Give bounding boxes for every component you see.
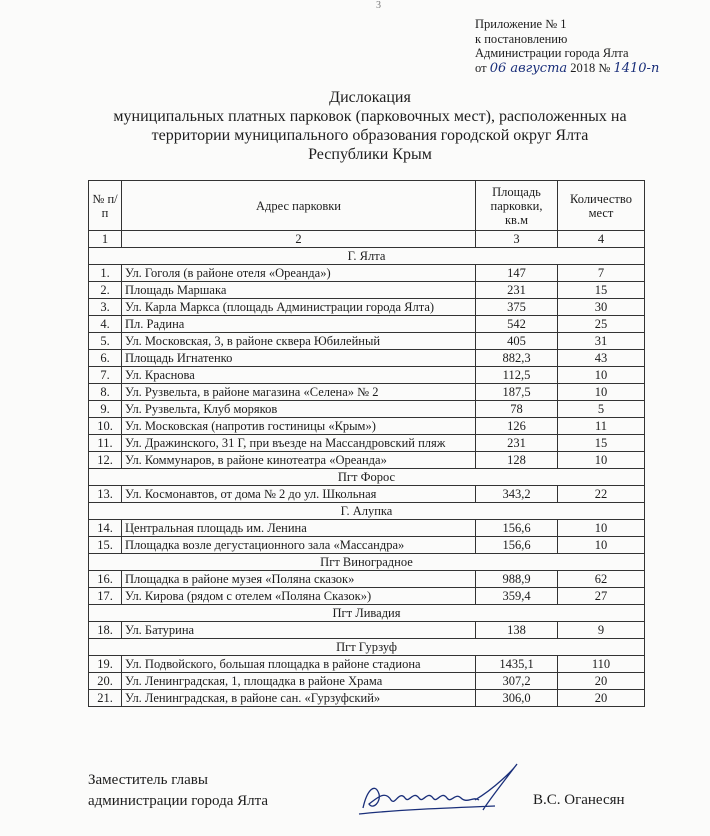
row-count: 20 — [558, 690, 645, 707]
row-count: 22 — [558, 486, 645, 503]
row-area: 1435,1 — [476, 656, 558, 673]
appendix-year-number: 2018 № — [570, 60, 611, 75]
column-number: 3 — [476, 231, 558, 248]
row-count: 11 — [558, 418, 645, 435]
table-row — [89, 520, 645, 537]
row-address: Ул. Рузвельта, Клуб моряков — [122, 401, 476, 418]
row-number: 12. — [89, 452, 122, 469]
appendix-line-2: к постановлению — [475, 31, 568, 46]
row-address: Ул. Гоголя (в районе отеля «Ореанда») — [122, 265, 476, 282]
row-number: 15. — [89, 537, 122, 554]
row-area: 112,5 — [476, 367, 558, 384]
appendix-line-1: Приложение № 1 — [475, 17, 567, 31]
row-area: 307,2 — [476, 673, 558, 690]
row-area: 542 — [476, 316, 558, 333]
row-area: 156,6 — [476, 537, 558, 554]
column-numbers-row — [89, 231, 645, 248]
row-area: 147 — [476, 265, 558, 282]
row-address: Ул. Карла Маркса (площадь Администрации города Ялта) — [122, 299, 476, 316]
row-address: Площадка в районе музея «Поляна сказок» — [122, 571, 476, 588]
row-count: 7 — [558, 265, 645, 282]
row-area: 231 — [476, 435, 558, 452]
row-address: Ул. Коммунаров, в районе кинотеатра «Ореанда» — [122, 452, 476, 469]
appendix-line-4 — [475, 61, 659, 77]
table-row — [89, 367, 645, 384]
section-title: Пгт Форос — [89, 469, 645, 486]
row-number: 1. — [89, 265, 122, 282]
row-address: Центральная площадь им. Ленина — [122, 520, 476, 537]
column-number: 2 — [122, 231, 476, 248]
row-count: 15 — [558, 282, 645, 299]
row-area: 359,4 — [476, 588, 558, 605]
row-number: 18. — [89, 622, 122, 639]
section-title: Пгт Виноградное — [89, 554, 645, 571]
row-address: Ул. Батурина — [122, 622, 476, 639]
table-row — [89, 265, 645, 282]
section-row — [89, 554, 645, 571]
row-number: 13. — [89, 486, 122, 503]
section-row — [89, 639, 645, 656]
row-number: 19. — [89, 656, 122, 673]
column-number: 4 — [558, 231, 645, 248]
table-row — [89, 452, 645, 469]
table-row — [89, 656, 645, 673]
row-count: 31 — [558, 333, 645, 350]
section-row — [89, 503, 645, 520]
handwritten-signature — [355, 760, 525, 820]
section-title: Пгт Гурзуф — [89, 639, 645, 656]
table-row — [89, 435, 645, 452]
table-row — [89, 282, 645, 299]
row-number: 8. — [89, 384, 122, 401]
row-address: Площадка возле дегустационного зала «Массандра» — [122, 537, 476, 554]
row-number: 5. — [89, 333, 122, 350]
row-address: Ул. Ленинградская, 1, площадка в районе Храма — [122, 673, 476, 690]
handwritten-number: 1410-п — [613, 60, 660, 76]
appendix-block — [475, 17, 659, 76]
row-area: 138 — [476, 622, 558, 639]
row-address: Пл. Радина — [122, 316, 476, 333]
row-number: 14. — [89, 520, 122, 537]
row-area: 128 — [476, 452, 558, 469]
row-count: 20 — [558, 673, 645, 690]
document-heading — [60, 88, 680, 164]
row-area: 231 — [476, 282, 558, 299]
row-number: 3. — [89, 299, 122, 316]
position-line-1: Заместитель главы — [88, 772, 208, 788]
header-address: Адрес парковки — [122, 181, 476, 231]
row-number: 10. — [89, 418, 122, 435]
section-row — [89, 605, 645, 622]
row-number: 9. — [89, 401, 122, 418]
heading-line-3: территории муниципального образования городской округ Ялта — [151, 127, 589, 144]
row-number: 4. — [89, 316, 122, 333]
header-count: Количество мест — [558, 181, 645, 231]
row-number: 17. — [89, 588, 122, 605]
table-row — [89, 316, 645, 333]
row-area: 343,2 — [476, 486, 558, 503]
row-address: Ул. Московская (напротив гостиницы «Крым») — [122, 418, 476, 435]
row-number: 21. — [89, 690, 122, 707]
signatory-position — [88, 770, 268, 812]
row-count: 62 — [558, 571, 645, 588]
row-address: Ул. Подвойского, большая площадка в районе стадиона — [122, 656, 476, 673]
table-row — [89, 622, 645, 639]
row-area: 78 — [476, 401, 558, 418]
section-row — [89, 248, 645, 265]
row-area: 306,0 — [476, 690, 558, 707]
section-row — [89, 469, 645, 486]
row-count: 9 — [558, 622, 645, 639]
appendix-line-3: Администрации города Ялта — [475, 46, 629, 60]
table-row — [89, 571, 645, 588]
table-row — [89, 690, 645, 707]
section-title: Г. Ялта — [89, 248, 645, 265]
row-count: 110 — [558, 656, 645, 673]
row-address: Ул. Рузвельта, в районе магазина «Селена» № 2 — [122, 384, 476, 401]
position-line-2: администрации города Ялта — [88, 793, 269, 809]
table-body — [89, 248, 645, 707]
table-row — [89, 418, 645, 435]
section-title: Пгт Ливадия — [89, 605, 645, 622]
row-area: 156,6 — [476, 520, 558, 537]
row-address: Площадь Маршака — [122, 282, 476, 299]
table-row — [89, 333, 645, 350]
heading-line-4: Республики Крым — [308, 146, 432, 163]
header-num: № п/п — [89, 181, 122, 231]
table-row — [89, 401, 645, 418]
row-count: 30 — [558, 299, 645, 316]
handwritten-date: 06 августа — [489, 60, 568, 76]
row-number: 16. — [89, 571, 122, 588]
table-row — [89, 350, 645, 367]
row-address: Площадь Игнатенко — [122, 350, 476, 367]
table-row — [89, 384, 645, 401]
appendix-date-prefix: от — [475, 60, 487, 75]
column-number: 1 — [89, 231, 122, 248]
row-count: 10 — [558, 452, 645, 469]
row-number: 11. — [89, 435, 122, 452]
row-address: Ул. Краснова — [122, 367, 476, 384]
row-count: 15 — [558, 435, 645, 452]
row-number: 6. — [89, 350, 122, 367]
row-address: Ул. Московская, 3, в районе сквера Юбилейный — [122, 333, 476, 350]
table-header-row — [89, 181, 645, 231]
row-area: 187,5 — [476, 384, 558, 401]
row-address: Ул. Космонавтов, от дома № 2 до ул. Школьная — [122, 486, 476, 503]
table-row — [89, 537, 645, 554]
row-number: 2. — [89, 282, 122, 299]
parking-table — [88, 180, 645, 707]
row-area: 882,3 — [476, 350, 558, 367]
row-number: 20. — [89, 673, 122, 690]
heading-line-2: муниципальных платных парковок (парковочных мест), расположенных на — [113, 108, 627, 125]
table-row — [89, 588, 645, 605]
section-title: Г. Алупка — [89, 503, 645, 520]
table-row — [89, 673, 645, 690]
row-count: 10 — [558, 537, 645, 554]
row-count: 10 — [558, 367, 645, 384]
row-address: Ул. Дражинского, 31 Г, при въезде на Массандровский пляж — [122, 435, 476, 452]
row-number: 7. — [89, 367, 122, 384]
header-area: Площадь парковки, кв.м — [476, 181, 558, 231]
row-address: Ул. Кирова (рядом с отелем «Поляна Сказок») — [122, 588, 476, 605]
row-count: 10 — [558, 520, 645, 537]
row-count: 43 — [558, 350, 645, 367]
heading-title: Дислокация — [329, 89, 411, 106]
table-row — [89, 486, 645, 503]
signatory-name: В.С. Оганесян — [533, 792, 625, 808]
row-count: 5 — [558, 401, 645, 418]
row-count: 10 — [558, 384, 645, 401]
page-number: 3 — [376, 0, 381, 11]
row-count: 27 — [558, 588, 645, 605]
row-area: 126 — [476, 418, 558, 435]
row-area: 405 — [476, 333, 558, 350]
row-area: 988,9 — [476, 571, 558, 588]
table-row — [89, 299, 645, 316]
row-count: 25 — [558, 316, 645, 333]
row-address: Ул. Ленинградская, в районе сан. «Гурзуфский» — [122, 690, 476, 707]
row-area: 375 — [476, 299, 558, 316]
